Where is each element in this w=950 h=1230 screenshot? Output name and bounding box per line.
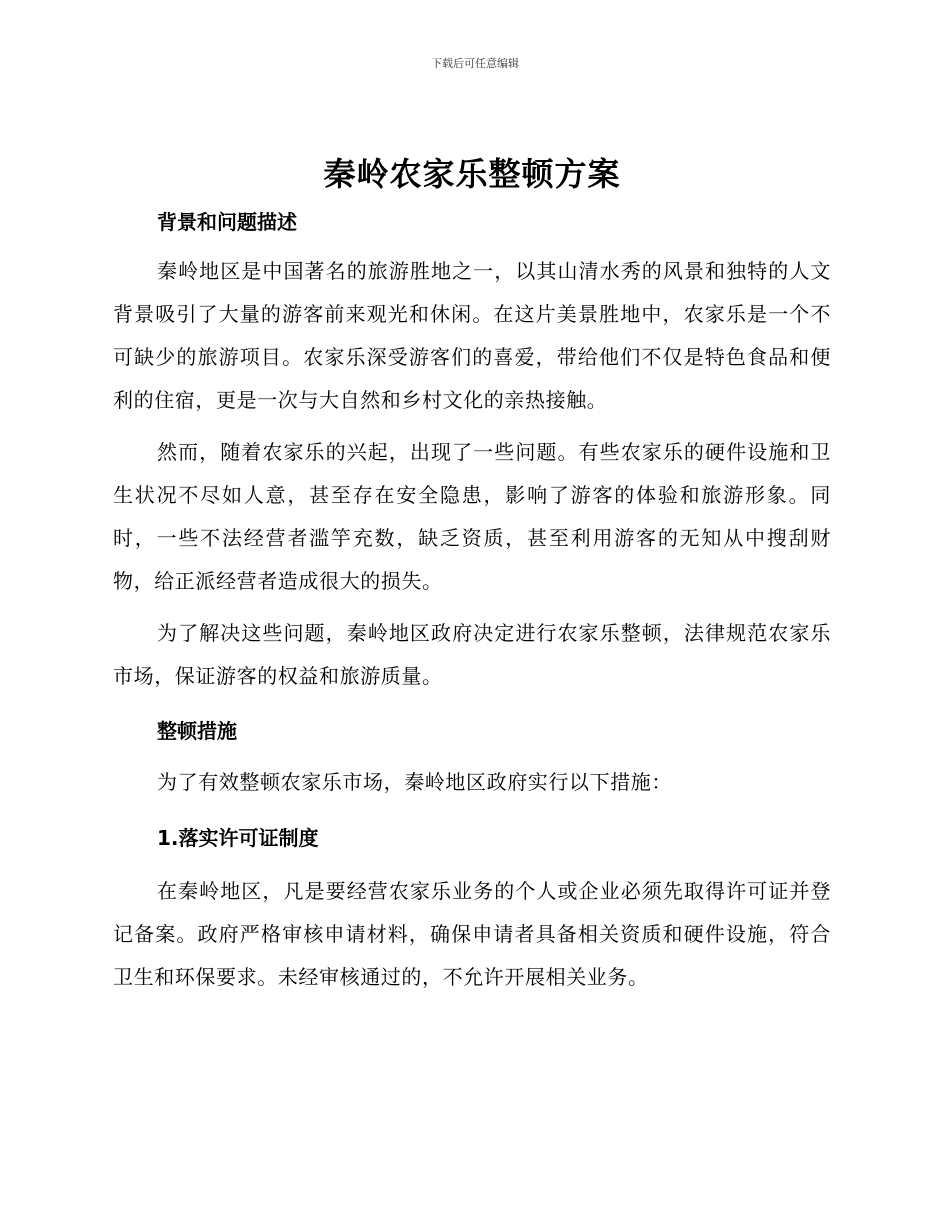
- document-body: [113, 150, 831, 999]
- section-heading-license: 1.落实许可证制度: [157, 826, 319, 850]
- section-heading-measures: 整顿措施: [157, 719, 237, 743]
- paragraph-background-3: 为了解决这些问题，秦岭地区政府决定进行农家乐整顿，法律规范农家乐市场，保证游客的权益和旅游质量。: [113, 621, 831, 688]
- paragraph-measures-intro: 为了有效整顿农家乐市场，秦岭地区政府实行以下措施：: [157, 770, 672, 794]
- paragraph-background-1: 秦岭地区是中国著名的旅游胜地之一，以其山清水秀的风景和独特的人文背景吸引了大量的游客前来观光和休闲。在这片美景胜地中，农家乐是一个不可缺少的旅游项目。农家乐深受游客们的喜爱，带给他们不仅是特色食品和便利的住宿，更是一次与大自然和乡村文化的亲热接触。: [113, 259, 831, 412]
- document-title: 秦岭农家乐整顿方案: [323, 155, 621, 193]
- paragraph-background-2: 然而，随着农家乐的兴起，出现了一些问题。有些农家乐的硬件设施和卫生状况不尽如人意，甚至存在安全隐患，影响了游客的体验和旅游形象。同时，一些不法经营者滥竽充数，缺乏资质，甚至利用游客的无知从中搜刮财物，给正派经营者造成很大的损失。: [113, 440, 831, 593]
- section-heading-background: 背景和问题描述: [157, 210, 297, 234]
- paragraph-license: 在秦岭地区，凡是要经营农家乐业务的个人或企业必须先取得许可证并登记备案。政府严格审核申请材料，确保申请者具备相关资质和硬件设施，符合卫生和环保要求。未经审核通过的，不允许开展相关业务。: [113, 879, 831, 989]
- header-note: 下载后可任意编辑: [431, 57, 519, 70]
